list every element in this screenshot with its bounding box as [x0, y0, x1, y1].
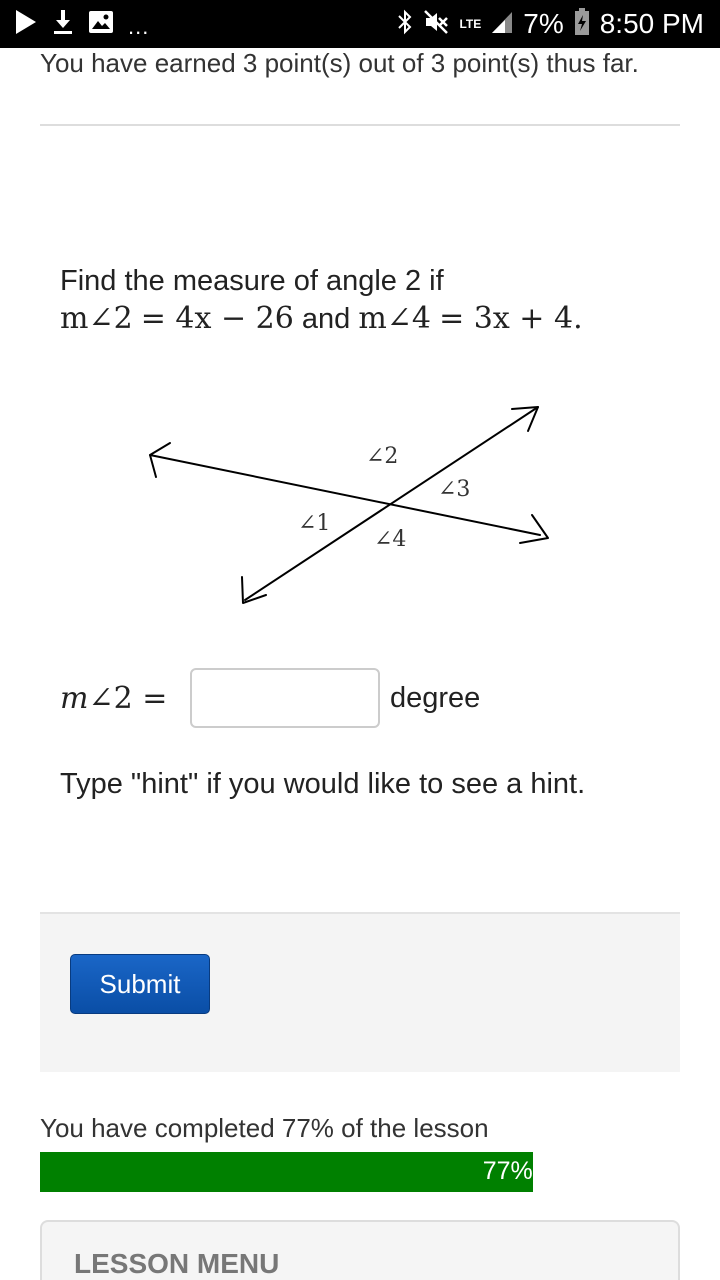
submit-panel — [40, 912, 680, 1072]
divider — [40, 124, 680, 126]
network-type-label: LTE — [459, 17, 482, 31]
angle-diagram — [130, 395, 560, 620]
battery-charging-icon — [574, 8, 590, 41]
answer-unit: degree — [390, 681, 481, 714]
progress-bar — [40, 1152, 680, 1192]
angle-label-3: ∠3 — [438, 477, 471, 502]
equation-2-rhs: 3x + 4 — [473, 301, 574, 336]
arrowhead-bottom-right — [520, 515, 548, 543]
question-text — [60, 262, 680, 338]
progress-bar-fill: 77% — [40, 1152, 533, 1192]
hint-instructions: Type "hint" if you would like to see a hint. — [60, 768, 586, 800]
equation-2-lhs: m∠4 — [358, 301, 431, 336]
battery-percent: 7% — [523, 8, 564, 39]
equation-1-rhs: 4x − 26 — [175, 301, 294, 336]
question-period: . — [573, 301, 583, 336]
angle-label-2: ∠2 — [366, 444, 399, 469]
play-store-icon — [14, 9, 38, 40]
answer-row — [60, 668, 480, 728]
line-transversal-b — [245, 407, 538, 600]
progress-message: You have completed 77% of the lesson — [40, 1113, 489, 1143]
lesson-menu-title: LESSON MENU — [74, 1248, 280, 1279]
equation-1-lhs: m∠2 — [60, 301, 133, 336]
signal-icon — [491, 10, 513, 39]
image-icon — [88, 10, 114, 39]
angle-label-4: ∠4 — [374, 527, 407, 552]
lesson-menu[interactable] — [40, 1220, 680, 1280]
submit-button[interactable]: Submit — [70, 954, 210, 1014]
line-transversal-a — [150, 455, 540, 535]
question-prefix: Find the measure of angle 2 if — [60, 265, 444, 297]
mute-icon — [423, 9, 449, 40]
status-bar — [0, 0, 720, 48]
clock: 8:50 PM — [599, 8, 704, 39]
bluetooth-icon — [397, 9, 413, 40]
download-icon — [52, 9, 74, 40]
answer-input[interactable] — [190, 668, 380, 728]
status-bar-system — [397, 8, 704, 40]
score-message: You have earned 3 point(s) out of 3 point(s) thus far. — [40, 48, 639, 78]
arrowhead-top-left — [150, 443, 170, 477]
angle-label-1: ∠1 — [298, 511, 331, 536]
question-equations: m∠2 = 4x − 26 and m∠4 = 3x + 4. — [60, 301, 583, 336]
answer-label: m∠2 = — [60, 680, 168, 716]
question-conjunction: and — [301, 303, 351, 335]
more-notifications-indicator: ... — [128, 14, 150, 39]
status-bar-notifications — [14, 8, 149, 40]
